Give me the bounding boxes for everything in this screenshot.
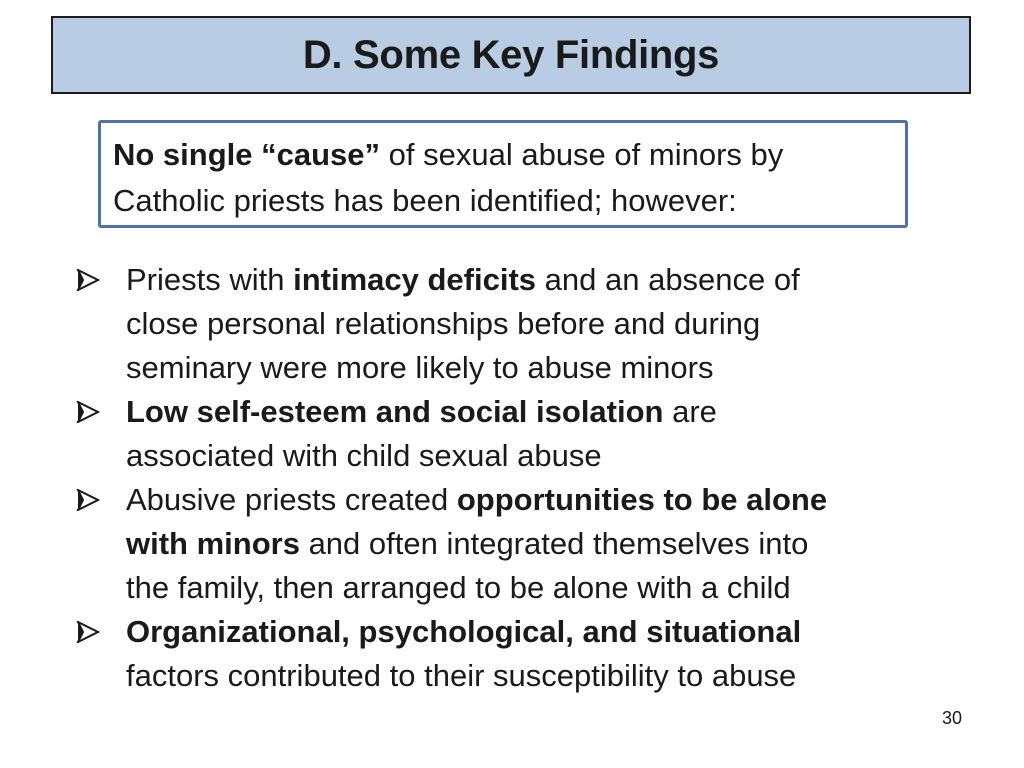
bullet-text: Abusive priests created [126,482,457,517]
bullet-text: Priests with [126,262,294,297]
bullet-line: seminary were more likely to abuse minors [126,350,714,385]
title-banner [51,16,971,94]
list-item [76,610,976,698]
arrowhead-bullet-icon [76,489,100,511]
bullet-bold-text: with minors [126,526,300,561]
bullet-bold-text: intimacy deficits [293,262,537,297]
arrowhead-bullet-icon [76,621,100,643]
intro-line-1 [113,132,893,178]
bullet-text: and an absence of [536,262,800,297]
page-number: 30 [941,708,962,728]
bullet-line: the family, then arranged to be alone with a child [126,570,791,605]
bullet-line [126,522,976,566]
bullet-line: close personal relationships before and during [126,306,761,341]
bullet-line: factors contributed to their susceptibility to abuse [126,658,797,693]
bullet-text: and often integrated themselves into [299,526,809,561]
list-item [76,258,976,390]
bullet-line [126,258,976,302]
bullet-line: associated with child sexual abuse [126,438,602,473]
bullet-bold-text: Organizational, psychological, and situational [126,614,802,649]
page-title: D. Some Key Findings [302,32,720,77]
bullet-line [126,390,976,434]
arrowhead-bullet-icon [76,401,100,423]
list-item [76,390,976,478]
findings-list [76,258,976,698]
intro-callout [98,120,908,228]
bullet-bold-text: opportunities to be alone [456,482,828,517]
bullet-line [126,610,976,654]
intro-bold-text: No single “cause” [113,137,381,172]
intro-line-2: Catholic priests has been identified; however: [113,183,737,218]
bullet-bold-text: Low self-esteem and social isolation [126,394,664,429]
bullet-text: are [663,394,717,429]
arrowhead-bullet-icon [76,269,100,291]
intro-text: of sexual abuse of minors by [380,137,784,172]
bullet-line [126,478,976,522]
list-item [76,478,976,610]
